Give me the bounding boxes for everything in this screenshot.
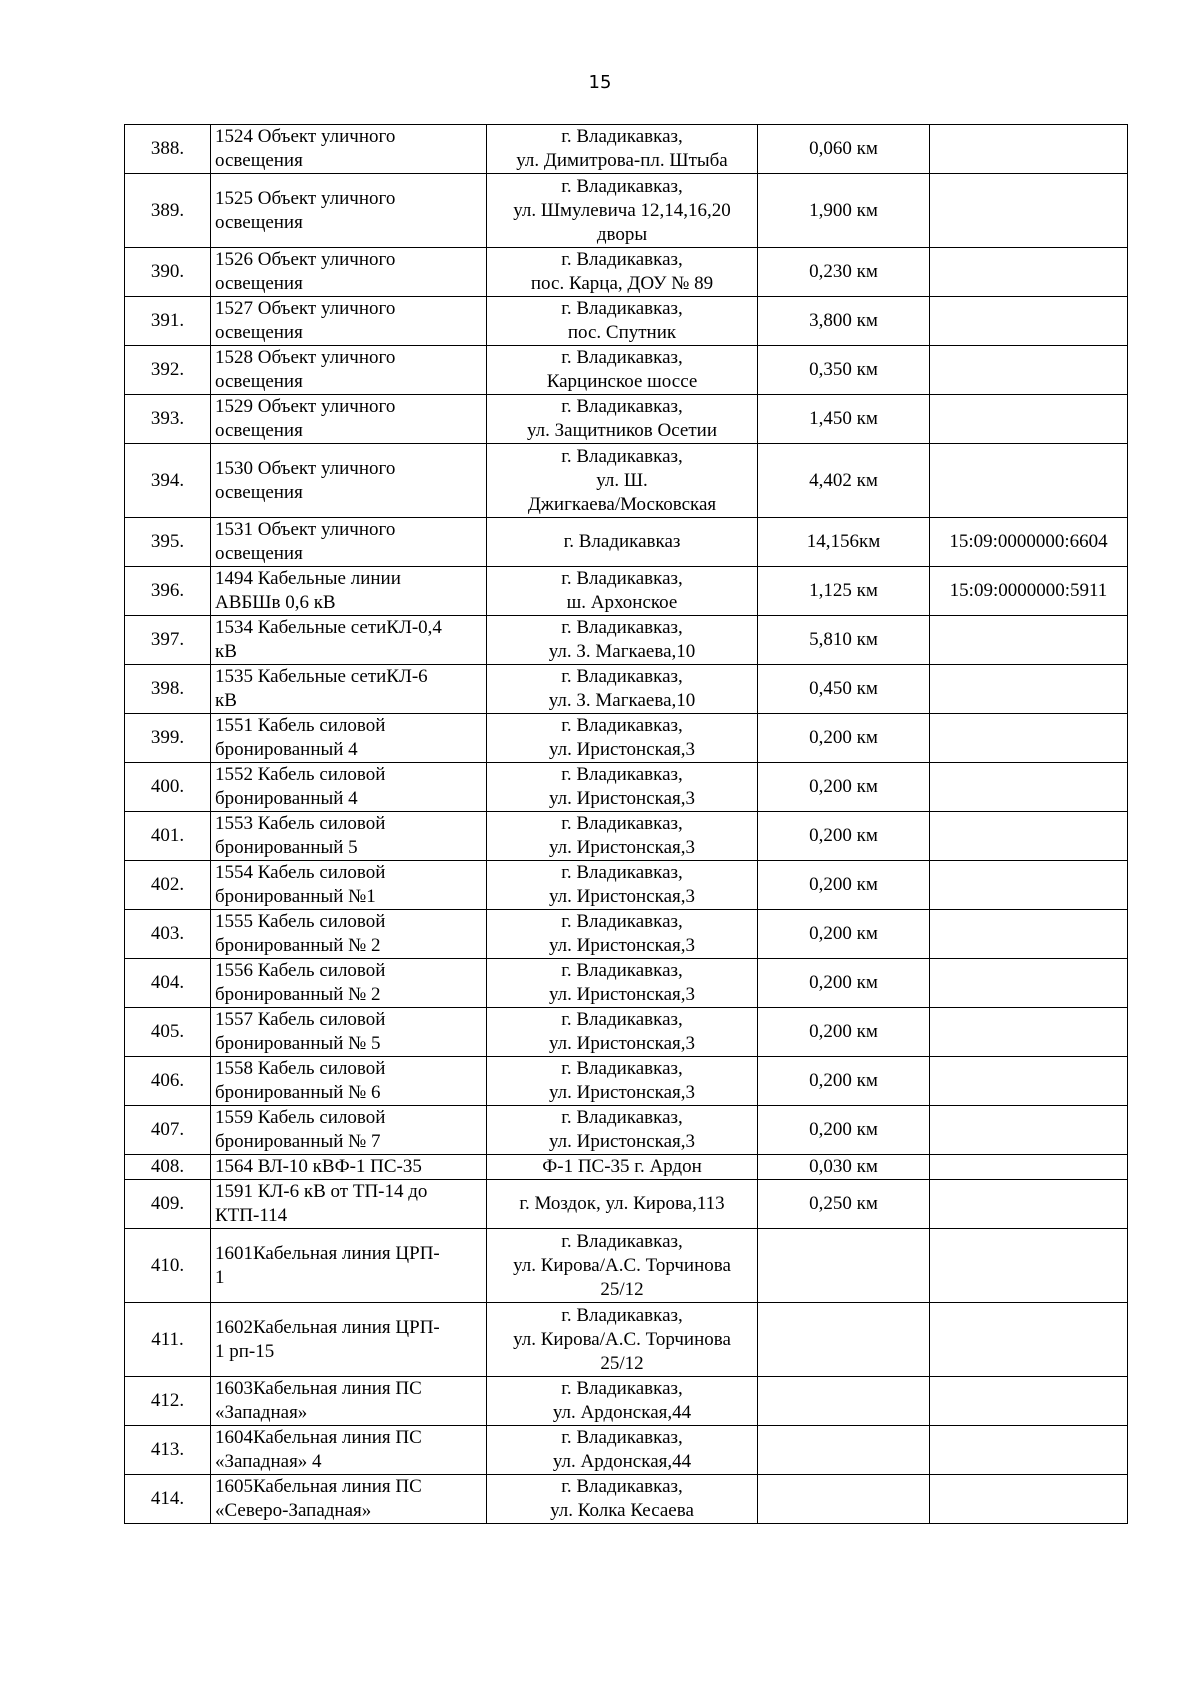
object-name-cell <box>211 567 487 616</box>
row-number-cell <box>125 1475 211 1524</box>
object-name: 1527 Объект уличного освещения <box>215 298 396 343</box>
object-name: 1601Кабельная линия ЦРП- 1 <box>215 1242 440 1288</box>
object-name-cell <box>211 395 487 444</box>
object-length: 0,200 км <box>809 972 878 993</box>
row-number-cell <box>125 812 211 861</box>
object-address: г. Владикавказ, ул. Шмулевича 12,14,16,20 дворы <box>513 175 731 245</box>
cadastral-number-cell <box>930 763 1128 812</box>
object-length-cell <box>758 1180 930 1229</box>
object-length: 0,450 км <box>809 678 878 699</box>
row-number-cell <box>125 248 211 297</box>
table-row <box>125 1377 1128 1426</box>
object-address-cell <box>487 1106 758 1155</box>
object-name: 1551 Кабель силовой бронированный 4 <box>215 715 386 760</box>
object-address-cell <box>487 763 758 812</box>
row-number: 406. <box>150 1070 185 1091</box>
row-number: 390. <box>150 261 185 282</box>
object-length-cell <box>758 1475 930 1524</box>
row-number-cell <box>125 1180 211 1229</box>
object-length-cell <box>758 346 930 395</box>
object-address: г. Владикавказ, ул. Ардонская,44 <box>552 1427 692 1472</box>
row-number-cell <box>125 1377 211 1426</box>
object-name-cell <box>211 125 487 174</box>
row-number: 394. <box>150 469 185 491</box>
row-number: 402. <box>150 874 185 895</box>
row-number-cell <box>125 1303 211 1377</box>
object-address: г. Владикавказ, ул. Иристонская,3 <box>549 1058 695 1103</box>
cadastral-number-cell <box>930 812 1128 861</box>
row-number-cell <box>125 1229 211 1303</box>
row-number-cell <box>125 444 211 518</box>
registry-body <box>125 125 1128 1524</box>
object-name: 1604Кабельная линия ПС «Западная» 4 <box>215 1427 422 1472</box>
object-length: 1,900 км <box>809 199 878 221</box>
object-address: г. Владикавказ, ш. Архонское <box>561 568 683 613</box>
object-address-cell <box>487 1475 758 1524</box>
row-number: 414. <box>150 1488 185 1509</box>
row-number-cell <box>125 518 211 567</box>
cadastral-number-cell <box>930 1180 1128 1229</box>
row-number: 399. <box>150 727 185 748</box>
object-name: 1556 Кабель силовой бронированный № 2 <box>215 960 386 1005</box>
object-name-cell <box>211 910 487 959</box>
table-row <box>125 518 1128 567</box>
cadastral-number-cell <box>930 1155 1128 1180</box>
object-length-cell <box>758 174 930 248</box>
row-number: 398. <box>150 678 185 699</box>
cadastral-number-cell <box>930 1229 1128 1303</box>
object-address: г. Владикавказ, ул. Ш. Джигкаева/Московская <box>527 445 717 515</box>
table-row <box>125 910 1128 959</box>
row-number-cell <box>125 959 211 1008</box>
table-row <box>125 1057 1128 1106</box>
row-number: 395. <box>150 531 185 552</box>
object-address-cell <box>487 174 758 248</box>
object-name: 1557 Кабель силовой бронированный № 5 <box>215 1009 386 1054</box>
object-name: 1602Кабельная линия ЦРП- 1 рп-15 <box>215 1316 440 1362</box>
object-name-cell <box>211 1229 487 1303</box>
cadastral-number-cell <box>930 665 1128 714</box>
row-number: 411. <box>151 1328 184 1350</box>
row-number: 413. <box>150 1439 185 1460</box>
object-name: 1534 Кабельные сетиКЛ-0,4 кВ <box>215 617 442 662</box>
table-row <box>125 1229 1128 1303</box>
object-name-cell <box>211 714 487 763</box>
row-number: 404. <box>150 972 185 993</box>
cadastral-number-cell <box>930 1426 1128 1475</box>
object-name: 1564 ВЛ-10 кВФ-1 ПС-35 <box>215 1156 422 1177</box>
cadastral-number-cell <box>930 1475 1128 1524</box>
object-name: 1529 Объект уличного освещения <box>215 396 396 441</box>
cadastral-number-cell <box>930 910 1128 959</box>
cadastral-number-cell <box>930 125 1128 174</box>
object-length-cell <box>758 959 930 1008</box>
object-name: 1524 Объект уличного освещения <box>215 126 396 171</box>
row-number: 393. <box>150 408 185 429</box>
cadastral-number-cell <box>930 444 1128 518</box>
object-address-cell <box>487 1155 758 1180</box>
object-address-cell <box>487 444 758 518</box>
object-address-cell <box>487 812 758 861</box>
cadastral-number-cell <box>930 395 1128 444</box>
row-number-cell <box>125 910 211 959</box>
object-length-cell <box>758 763 930 812</box>
object-length: 0,200 км <box>809 1070 878 1091</box>
object-address: г. Владикавказ, ул. Иристонская,3 <box>549 1009 695 1054</box>
registry-table <box>124 124 1128 1524</box>
table-row <box>125 616 1128 665</box>
table-row <box>125 763 1128 812</box>
object-length: 0,200 км <box>809 825 878 846</box>
object-address-cell <box>487 714 758 763</box>
object-name-cell <box>211 1303 487 1377</box>
object-address: г. Владикавказ, пос. Карца, ДОУ № 89 <box>530 249 714 294</box>
object-length: 0,230 км <box>809 261 878 282</box>
object-length-cell <box>758 518 930 567</box>
object-address-cell <box>487 518 758 567</box>
row-number: 401. <box>150 825 185 846</box>
object-length: 0,200 км <box>809 874 878 895</box>
object-length-cell <box>758 910 930 959</box>
object-length-cell <box>758 1155 930 1180</box>
object-length: 0,200 км <box>809 776 878 797</box>
object-address: г. Владикавказ, ул. Иристонская,3 <box>549 911 695 956</box>
object-name-cell <box>211 518 487 567</box>
object-address: г. Владикавказ, ул. Кирова/А.С. Торчинова 25/12 <box>513 1230 731 1300</box>
object-address: г. Владикавказ, ул. Защитников Осетии <box>527 396 717 441</box>
table-row <box>125 297 1128 346</box>
object-length-cell <box>758 616 930 665</box>
object-address: г. Владикавказ, ул. Иристонская,3 <box>549 862 695 907</box>
object-address: г. Владикавказ <box>563 531 681 552</box>
row-number: 409. <box>150 1193 185 1214</box>
cadastral-number-cell <box>930 1303 1128 1377</box>
object-name: 1559 Кабель силовой бронированный № 7 <box>215 1107 386 1152</box>
object-address-cell <box>487 1426 758 1475</box>
table-row <box>125 1155 1128 1180</box>
object-name: 1525 Объект уличного освещения <box>215 187 396 233</box>
row-number-cell <box>125 567 211 616</box>
object-name: 1603Кабельная линия ПС «Западная» <box>215 1378 422 1423</box>
object-name-cell <box>211 1155 487 1180</box>
cadastral-number-cell <box>930 714 1128 763</box>
object-name-cell <box>211 812 487 861</box>
object-length: 0,030 км <box>809 1156 878 1177</box>
object-address-cell <box>487 861 758 910</box>
object-name: 1553 Кабель силовой бронированный 5 <box>215 813 386 858</box>
object-length: 3,800 км <box>809 310 878 331</box>
object-name-cell <box>211 1180 487 1229</box>
row-number: 410. <box>150 1254 185 1276</box>
object-address-cell <box>487 959 758 1008</box>
row-number: 408. <box>150 1156 185 1177</box>
table-row <box>125 248 1128 297</box>
table-row <box>125 1180 1128 1229</box>
object-address-cell <box>487 1377 758 1426</box>
object-length-cell <box>758 714 930 763</box>
cadastral-number-cell <box>930 518 1128 567</box>
object-address-cell <box>487 665 758 714</box>
cadastral-number: 15:09:0000000:5911 <box>949 580 1108 601</box>
object-address-cell <box>487 248 758 297</box>
cadastral-number-cell <box>930 1106 1128 1155</box>
object-address-cell <box>487 346 758 395</box>
cadastral-number-cell <box>930 248 1128 297</box>
object-length-cell <box>758 248 930 297</box>
object-address-cell <box>487 125 758 174</box>
object-length-cell <box>758 812 930 861</box>
object-name: 1552 Кабель силовой бронированный 4 <box>215 764 386 809</box>
cadastral-number-cell <box>930 346 1128 395</box>
table-row <box>125 395 1128 444</box>
object-name: 1535 Кабельные сетиКЛ-6 кВ <box>215 666 428 711</box>
object-name: 1531 Объект уличного освещения <box>215 519 396 564</box>
row-number-cell <box>125 1008 211 1057</box>
object-name: 1494 Кабельные линии АВБШв 0,6 кВ <box>215 568 401 613</box>
object-length-cell <box>758 1303 930 1377</box>
object-address: г. Владикавказ, ул. Иристонская,3 <box>549 1107 695 1152</box>
table-row <box>125 1303 1128 1377</box>
table-row <box>125 1008 1128 1057</box>
table-row <box>125 1475 1128 1524</box>
object-length: 5,810 км <box>809 629 878 650</box>
cadastral-number-cell <box>930 616 1128 665</box>
table-row <box>125 125 1128 174</box>
object-address: г. Владикавказ, пос. Спутник <box>561 298 683 343</box>
object-name-cell <box>211 297 487 346</box>
row-number-cell <box>125 763 211 812</box>
object-address: г. Владикавказ, ул. Иристонская,3 <box>549 715 695 760</box>
object-length: 0,060 км <box>809 138 878 159</box>
object-name-cell <box>211 346 487 395</box>
object-name-cell <box>211 665 487 714</box>
page-number: 15 <box>588 72 612 93</box>
table-row <box>125 346 1128 395</box>
object-name-cell <box>211 1008 487 1057</box>
row-number-cell <box>125 665 211 714</box>
object-address-cell <box>487 567 758 616</box>
table-row <box>125 1106 1128 1155</box>
object-address: г. Владикавказ, ул. Иристонская,3 <box>549 960 695 1005</box>
object-name: 1555 Кабель силовой бронированный № 2 <box>215 911 386 956</box>
row-number: 389. <box>150 199 185 221</box>
object-address-cell <box>487 1229 758 1303</box>
object-name-cell <box>211 1475 487 1524</box>
object-length-cell <box>758 297 930 346</box>
cadastral-number-cell <box>930 1057 1128 1106</box>
cadastral-number-cell <box>930 861 1128 910</box>
row-number-cell <box>125 1106 211 1155</box>
cadastral-number: 15:09:0000000:6604 <box>949 531 1108 552</box>
object-address-cell <box>487 395 758 444</box>
object-length-cell <box>758 567 930 616</box>
cadastral-number-cell <box>930 1008 1128 1057</box>
row-number: 391. <box>150 310 185 331</box>
object-name: 1526 Объект уличного освещения <box>215 249 396 294</box>
object-address-cell <box>487 1008 758 1057</box>
object-length-cell <box>758 1057 930 1106</box>
object-length: 0,250 км <box>809 1193 878 1214</box>
object-length: 0,200 км <box>809 1119 878 1140</box>
object-length: 4,402 км <box>809 469 878 491</box>
object-length-cell <box>758 1008 930 1057</box>
object-address: г. Владикавказ, ул. Ардонская,44 <box>552 1378 692 1423</box>
row-number: 397. <box>150 629 185 650</box>
object-length-cell <box>758 125 930 174</box>
row-number-cell <box>125 1155 211 1180</box>
object-address: г. Владикавказ, ул. Колка Кесаева <box>550 1476 694 1521</box>
table-row <box>125 812 1128 861</box>
table-row <box>125 1426 1128 1475</box>
object-length: 0,200 км <box>809 727 878 748</box>
row-number-cell <box>125 1426 211 1475</box>
object-address-cell <box>487 616 758 665</box>
object-length-cell <box>758 444 930 518</box>
row-number: 412. <box>150 1390 185 1411</box>
object-name-cell <box>211 959 487 1008</box>
row-number-cell <box>125 1057 211 1106</box>
object-name-cell <box>211 444 487 518</box>
object-name-cell <box>211 861 487 910</box>
object-name-cell <box>211 1377 487 1426</box>
object-name: 1554 Кабель силовой бронированный №1 <box>215 862 386 907</box>
object-address-cell <box>487 910 758 959</box>
object-length: 0,200 км <box>809 923 878 944</box>
object-address: г. Владикавказ, ул. Кирова/А.С. Торчинова 25/12 <box>513 1304 731 1374</box>
row-number-cell <box>125 861 211 910</box>
object-name-cell <box>211 1106 487 1155</box>
object-address-cell <box>487 297 758 346</box>
object-length-cell <box>758 861 930 910</box>
row-number-cell <box>125 125 211 174</box>
row-number-cell <box>125 395 211 444</box>
row-number: 400. <box>150 776 185 797</box>
object-length-cell <box>758 1106 930 1155</box>
object-name: 1558 Кабель силовой бронированный № 6 <box>215 1058 386 1103</box>
object-length: 1,450 км <box>809 408 878 429</box>
object-address-cell <box>487 1057 758 1106</box>
object-length: 0,350 км <box>809 359 878 380</box>
object-length: 1,125 км <box>809 580 878 601</box>
object-name: 1591 КЛ-6 кВ от ТП-14 до КТП-114 <box>215 1181 428 1226</box>
object-name-cell <box>211 1057 487 1106</box>
object-name: 1530 Объект уличного освещения <box>215 457 396 503</box>
table-row <box>125 714 1128 763</box>
object-address: г. Владикавказ, ул. Димитрова-пл. Штыба <box>516 126 728 171</box>
object-length-cell <box>758 1377 930 1426</box>
cadastral-number-cell <box>930 959 1128 1008</box>
object-address: г. Владикавказ, ул. З. Магкаева,10 <box>548 666 696 711</box>
object-name: 1605Кабельная линия ПС «Северо-Западная» <box>215 1476 422 1521</box>
table-row <box>125 959 1128 1008</box>
row-number: 407. <box>150 1119 185 1140</box>
object-address: г. Владикавказ, ул. Иристонская,3 <box>549 764 695 809</box>
row-number-cell <box>125 174 211 248</box>
cadastral-number-cell <box>930 297 1128 346</box>
row-number-cell <box>125 714 211 763</box>
object-length-cell <box>758 395 930 444</box>
object-length-cell <box>758 1426 930 1475</box>
row-number: 388. <box>150 138 185 159</box>
cadastral-number-cell <box>930 174 1128 248</box>
table-row <box>125 174 1128 248</box>
object-address: г. Владикавказ, Карцинское шоссе <box>546 347 698 392</box>
row-number-cell <box>125 346 211 395</box>
row-number: 405. <box>150 1021 185 1042</box>
object-address: г. Моздок, ул. Кирова,113 <box>519 1193 725 1214</box>
object-address: г. Владикавказ, ул. З. Магкаева,10 <box>548 617 696 662</box>
table-row <box>125 444 1128 518</box>
object-name-cell <box>211 248 487 297</box>
table-row <box>125 861 1128 910</box>
row-number: 392. <box>150 359 185 380</box>
object-length-cell <box>758 1229 930 1303</box>
cadastral-number-cell <box>930 1377 1128 1426</box>
table-row <box>125 665 1128 714</box>
table-row <box>125 567 1128 616</box>
object-address-cell <box>487 1180 758 1229</box>
object-address: г. Владикавказ, ул. Иристонская,3 <box>549 813 695 858</box>
object-name-cell <box>211 174 487 248</box>
object-name-cell <box>211 763 487 812</box>
object-address: Ф-1 ПС-35 г. Ардон <box>542 1156 702 1177</box>
object-address-cell <box>487 1303 758 1377</box>
row-number: 403. <box>150 923 185 944</box>
object-name-cell <box>211 616 487 665</box>
object-name: 1528 Объект уличного освещения <box>215 347 396 392</box>
row-number-cell <box>125 297 211 346</box>
object-name-cell <box>211 1426 487 1475</box>
cadastral-number-cell <box>930 567 1128 616</box>
row-number: 396. <box>150 580 185 601</box>
row-number-cell <box>125 616 211 665</box>
object-length: 14,156км <box>806 531 881 552</box>
object-length-cell <box>758 665 930 714</box>
object-length: 0,200 км <box>809 1021 878 1042</box>
